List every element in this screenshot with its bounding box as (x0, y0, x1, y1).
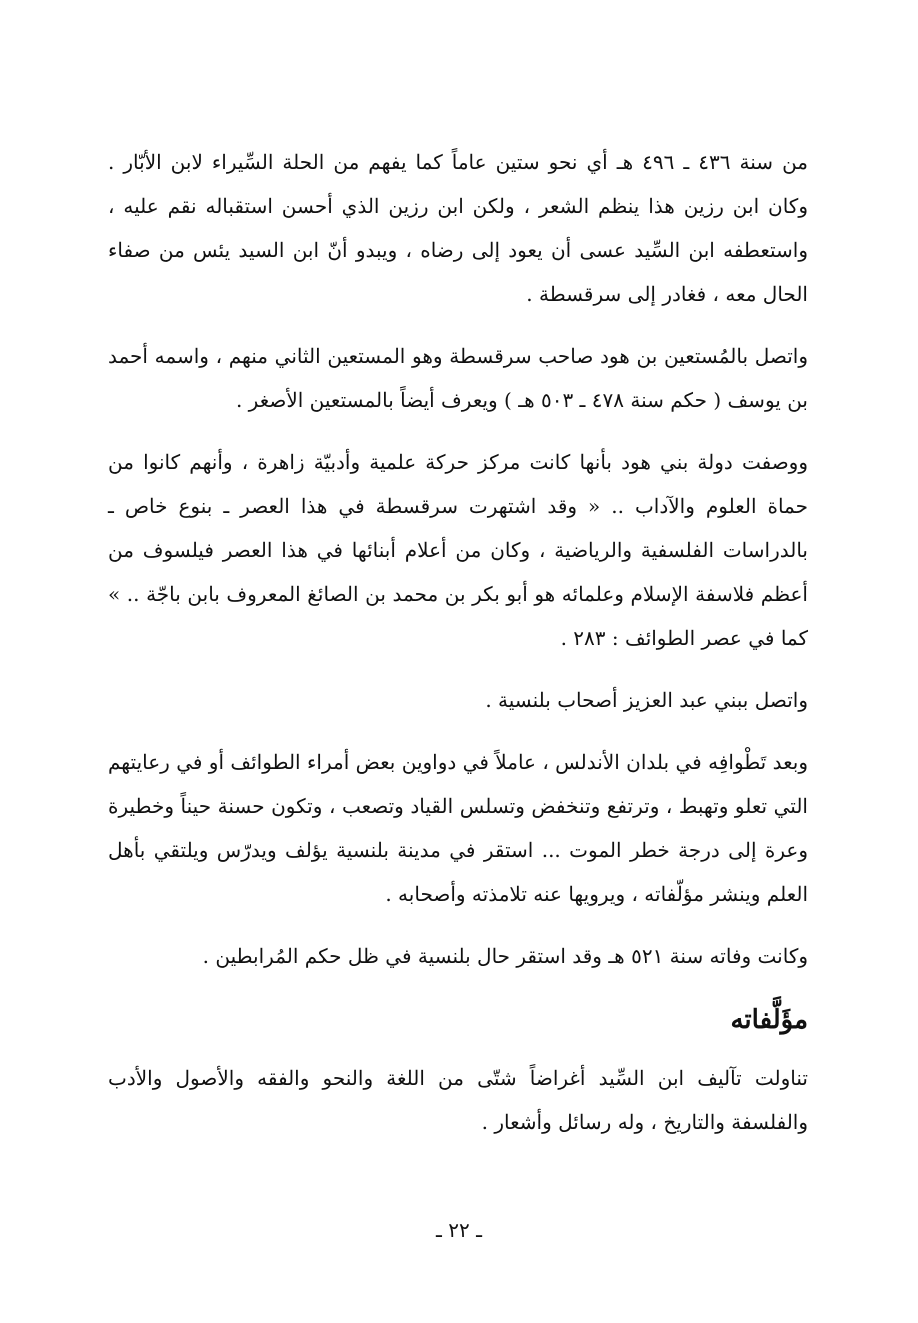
page-number: ـ ٢٢ ـ (436, 1218, 482, 1242)
paragraph-5: وبعد تَطْوافِه في بلدان الأندلس ، عاملاً في دواوين بعض أمراء الطوائف أو في رعايتهم التي تعلو وتهبط ، وترتفع وتنخفض وتسلس القياد وتصعب ، وتكون حسنة حيناً وخطيرة وعرة إلى درجة خطر الموت ... استقر في مدينة بلنسية يؤلف ويدرّس ويلتقي بأهل العلم وينشر مؤلّفاته ، ويرويها عنه تلامذته وأصحابه . (108, 750, 808, 906)
paragraph-2: واتصل بالمُستعين بن هود صاحب سرقسطة وهو المستعين الثاني منهم ، واسمه أحمد بن يوسف ( حكم سنة ٤٧٨ ـ ٥٠٣ هـ ) ويعرف أيضاً بالمستعين الأصغر . (108, 344, 808, 412)
page-body (108, 140, 808, 1162)
section-heading: مؤَلَّفاته (730, 1005, 808, 1035)
paragraph-7: تناولت تآليف ابن السِّيد أغراضاً شتّى من اللغة والنحو والفقه والأصول والأدب والفلسفة والتاريخ ، وله رسائل وأشعار . (108, 1066, 808, 1134)
paragraph-6: وكانت وفاته سنة ٥٢١ هـ وقد استقر حال بلنسية في ظل حكم المُرابطين . (202, 944, 808, 968)
paragraph-4: واتصل ببني عبد العزيز أصحاب بلنسية . (485, 688, 808, 712)
paragraph-1: من سنة ٤٣٦ ـ ٤٩٦ هـ أي نحو ستين عاماً كما يفهم من الحلة السِّيراء لابن الأبّار . وكان ابن رزين هذا ينظم الشعر ، ولكن ابن رزين الذي أحسن استقباله نقم عليه ، واستعطفه ابن السِّيد عسى أن يعود إلى رضاه ، ويبدو أنّ ابن السيد يئس من صفاء الحال معه ، فغادر إلى سرقسطة . (108, 150, 809, 306)
paragraph-3: ووصفت دولة بني هود بأنها كانت مركز حركة علمية وأدبيّة زاهرة ، وأنهم كانوا من حماة العلوم والآداب .. « وقد اشتهرت سرقسطة في هذا العصر ـ بنوع خاص ـ بالدراسات الفلسفية والرياضية ، وكان من أعلام أبنائها في هذا العصر فيلسوف من أعظم فلاسفة الإسلام وعلمائه هو أبو بكر بن محمد بن الصائغ المعروف بابن باجّة .. » كما في عصر الطوائف : ٢٨٣ . (108, 450, 808, 650)
